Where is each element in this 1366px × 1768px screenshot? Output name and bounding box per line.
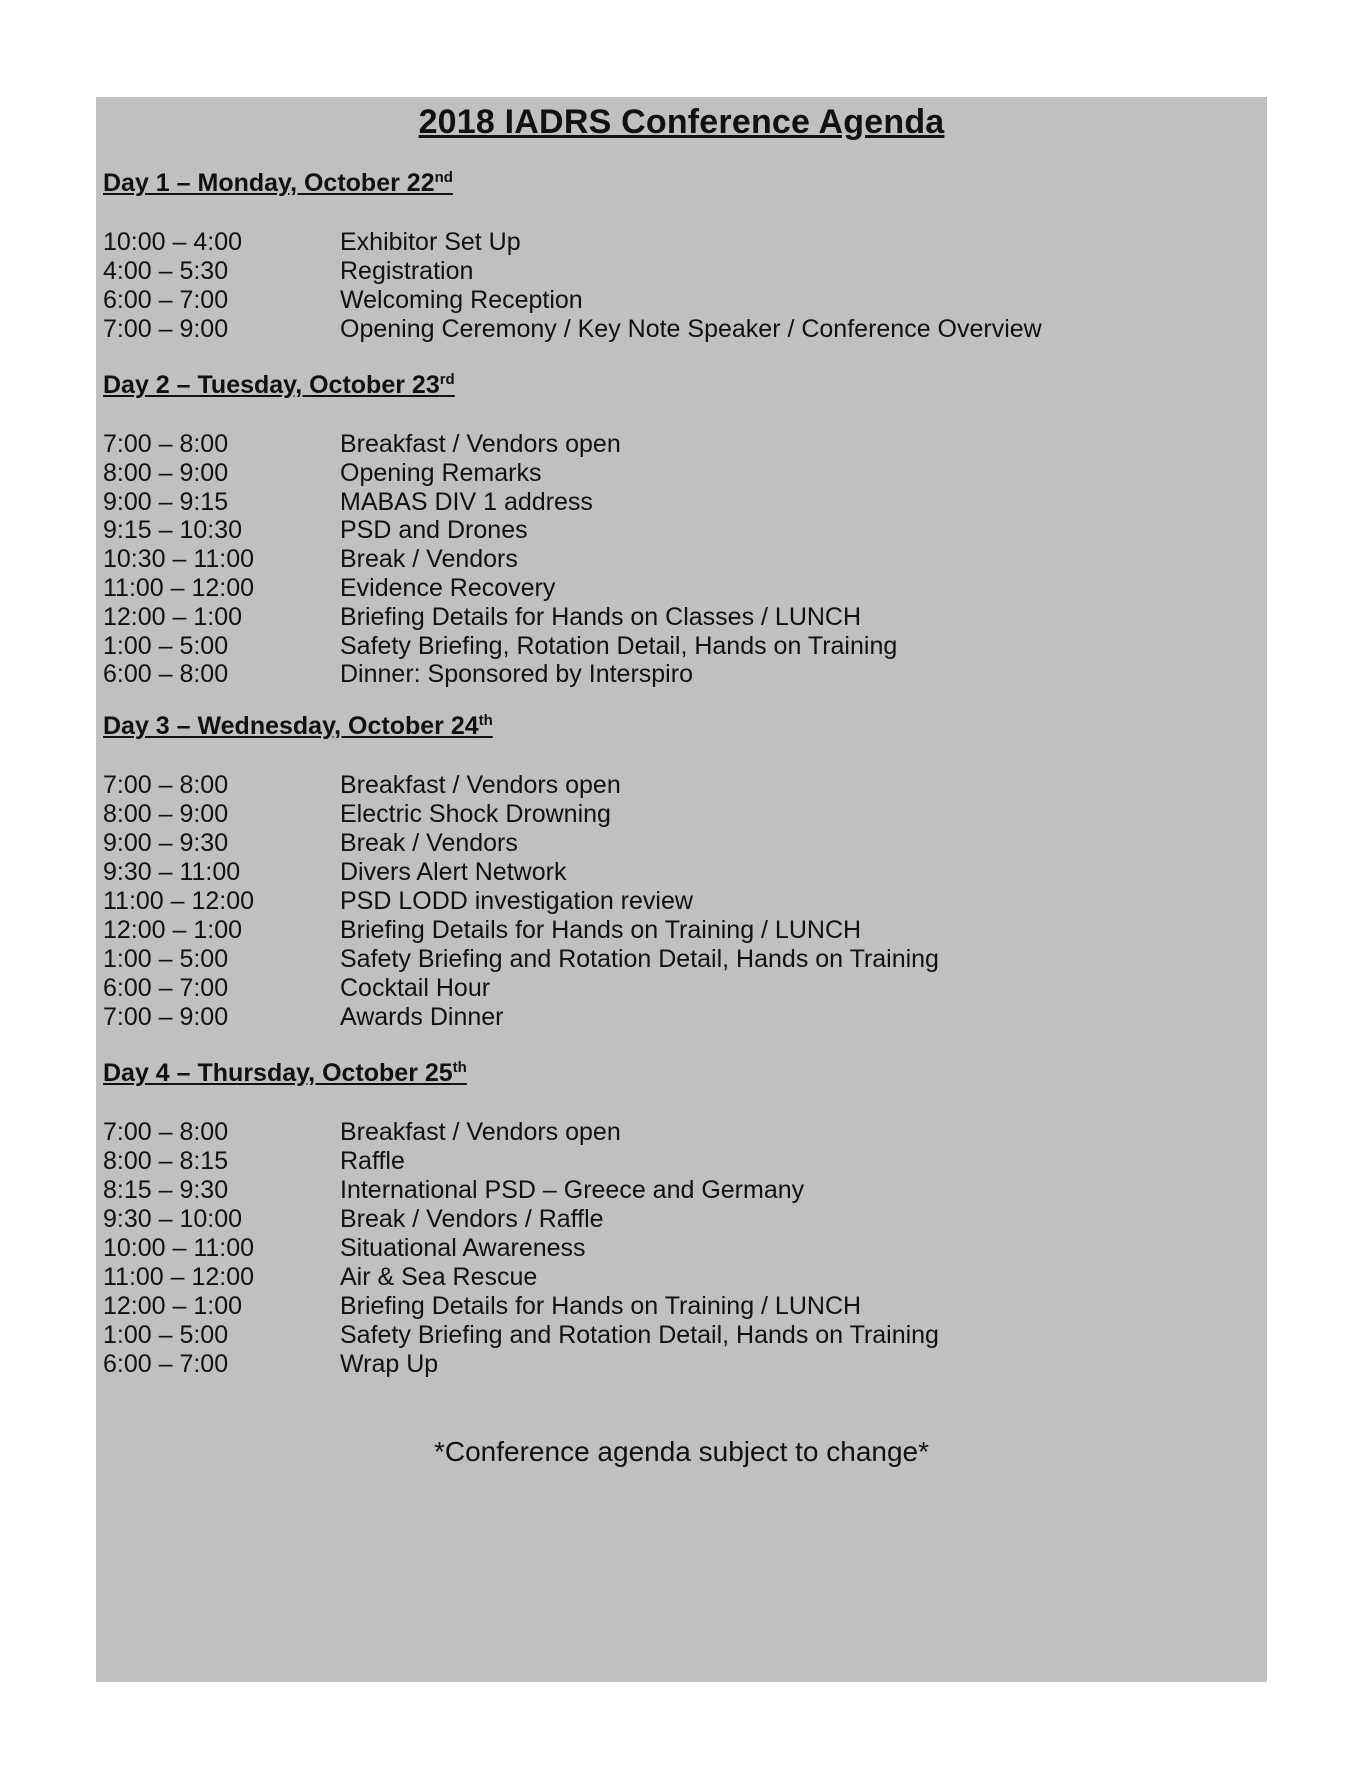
agenda-row [103, 1321, 939, 1350]
agenda-time: 1:00 – 5:00 [103, 945, 229, 973]
agenda-row [103, 459, 541, 488]
agenda-event: Raffle [340, 1147, 405, 1175]
day-heading [103, 371, 455, 400]
agenda-time: 10:00 – 11:00 [103, 1234, 255, 1262]
agenda-time: 4:00 – 5:30 [103, 257, 229, 285]
agenda-row [103, 916, 861, 945]
agenda-time: 1:00 – 5:00 [103, 1321, 229, 1349]
agenda-row [103, 1147, 405, 1176]
agenda-event: Opening Remarks [340, 459, 542, 487]
agenda-time: 8:00 – 9:00 [103, 459, 229, 487]
agenda-event: Breakfast / Vendors open [340, 430, 621, 458]
day-heading-suffix: nd [434, 169, 453, 186]
agenda-time: 7:00 – 9:00 [103, 1003, 229, 1031]
day-heading-suffix: th [452, 1059, 467, 1076]
agenda-time: 9:00 – 9:30 [103, 829, 229, 857]
agenda-time: 10:00 – 4:00 [103, 228, 243, 256]
agenda-time: 10:30 – 11:00 [103, 545, 255, 573]
agenda-event: Cocktail Hour [340, 974, 491, 1002]
agenda-row [103, 545, 518, 574]
agenda-row [103, 228, 521, 257]
agenda-row [103, 887, 693, 916]
agenda-event: Break / Vendors [340, 829, 518, 857]
agenda-row [103, 945, 939, 974]
day-heading [103, 712, 493, 741]
agenda-event: PSD and Drones [340, 516, 528, 544]
agenda-row [103, 632, 897, 661]
agenda-row [103, 574, 555, 603]
agenda-row [103, 1205, 604, 1234]
agenda-time: 9:00 – 9:15 [103, 488, 229, 516]
agenda-event: Electric Shock Drowning [340, 800, 611, 828]
agenda-event: Opening Ceremony / Key Note Speaker / Conference Overview [340, 315, 1042, 343]
agenda-time: 6:00 – 7:00 [103, 286, 229, 314]
agenda-row [103, 315, 1042, 344]
agenda-row [103, 660, 693, 689]
agenda-time: 8:00 – 8:15 [103, 1147, 229, 1175]
agenda-row [103, 800, 611, 829]
agenda-time: 9:30 – 11:00 [103, 858, 241, 886]
day-heading-suffix: th [478, 712, 493, 729]
agenda-event: Break / Vendors / Raffle [340, 1205, 604, 1233]
agenda-event: Dinner: Sponsored by Interspiro [340, 660, 693, 688]
agenda-row [103, 858, 566, 887]
agenda-event: Situational Awareness [340, 1234, 586, 1262]
agenda-row [103, 1292, 861, 1321]
agenda-event: Divers Alert Network [340, 858, 567, 886]
agenda-row [103, 1118, 621, 1147]
agenda-time: 7:00 – 9:00 [103, 315, 229, 343]
agenda-event: Breakfast / Vendors open [340, 1118, 621, 1146]
agenda-time: 7:00 – 8:00 [103, 1118, 229, 1146]
agenda-row [103, 1263, 537, 1292]
agenda-time: 6:00 – 7:00 [103, 974, 229, 1002]
agenda-event: Breakfast / Vendors open [340, 771, 621, 799]
agenda-row [103, 257, 473, 286]
agenda-time: 1:00 – 5:00 [103, 632, 229, 660]
agenda-event: Evidence Recovery [340, 574, 556, 602]
agenda-event: Welcoming Reception [340, 286, 583, 314]
agenda-time: 11:00 – 12:00 [103, 887, 255, 915]
agenda-row [103, 974, 490, 1003]
agenda-time: 8:00 – 9:00 [103, 800, 229, 828]
agenda-event: Registration [340, 257, 474, 285]
page-title: 2018 IADRS Conference Agenda [418, 103, 945, 141]
agenda-row [103, 1003, 504, 1032]
day-heading-suffix: rd [439, 371, 455, 388]
agenda-time: 12:00 – 1:00 [103, 916, 243, 944]
agenda-event: Briefing Details for Hands on Training / LUNCH [340, 1292, 862, 1320]
agenda-event: Break / Vendors [340, 545, 518, 573]
day-heading-label: Day 2 – Tuesday, October 23 [103, 371, 440, 399]
agenda-event: Wrap Up [340, 1350, 439, 1378]
agenda-event: Awards Dinner [340, 1003, 504, 1031]
agenda-event: International PSD – Greece and Germany [340, 1176, 805, 1204]
agenda-row [103, 1350, 438, 1379]
agenda-event: Briefing Details for Hands on Classes / LUNCH [340, 603, 862, 631]
day-heading-label: Day 4 – Thursday, October 25 [103, 1059, 453, 1087]
agenda-time: 6:00 – 7:00 [103, 1350, 229, 1378]
agenda-time: 12:00 – 1:00 [103, 603, 243, 631]
agenda-time: 8:15 – 9:30 [103, 1176, 229, 1204]
agenda-event: PSD LODD investigation review [340, 887, 693, 915]
agenda-time: 9:30 – 10:00 [103, 1205, 243, 1233]
day-heading [103, 1059, 467, 1088]
agenda-row [103, 771, 621, 800]
agenda-time: 7:00 – 8:00 [103, 430, 229, 458]
agenda-event: Briefing Details for Hands on Training / LUNCH [340, 916, 862, 944]
agenda-disclaimer: *Conference agenda subject to change* [433, 1436, 930, 1467]
agenda-row [103, 516, 528, 545]
agenda-event: Air & Sea Rescue [340, 1263, 538, 1291]
agenda-row [103, 1176, 804, 1205]
agenda-row [103, 488, 593, 517]
agenda-sheet [96, 97, 1267, 1682]
agenda-event: Exhibitor Set Up [340, 228, 521, 256]
agenda-row [103, 603, 861, 632]
day-heading [103, 169, 453, 198]
agenda-time: 9:15 – 10:30 [103, 516, 243, 544]
agenda-row [103, 430, 621, 459]
agenda-row [103, 829, 518, 858]
day-heading-label: Day 3 – Wednesday, October 24 [103, 712, 479, 740]
agenda-time: 11:00 – 12:00 [103, 1263, 255, 1291]
agenda-row [103, 1234, 586, 1263]
agenda-event: Safety Briefing and Rotation Detail, Hands on Training [340, 1321, 939, 1349]
agenda-event: Safety Briefing and Rotation Detail, Hands on Training [340, 945, 939, 973]
day-heading-label: Day 1 – Monday, October 22 [103, 169, 435, 197]
agenda-event: Safety Briefing, Rotation Detail, Hands on Training [340, 632, 898, 660]
agenda-row [103, 286, 583, 315]
agenda-event: MABAS DIV 1 address [340, 488, 593, 516]
agenda-time: 12:00 – 1:00 [103, 1292, 243, 1320]
agenda-time: 6:00 – 8:00 [103, 660, 229, 688]
agenda-time: 11:00 – 12:00 [103, 574, 255, 602]
agenda-time: 7:00 – 8:00 [103, 771, 229, 799]
